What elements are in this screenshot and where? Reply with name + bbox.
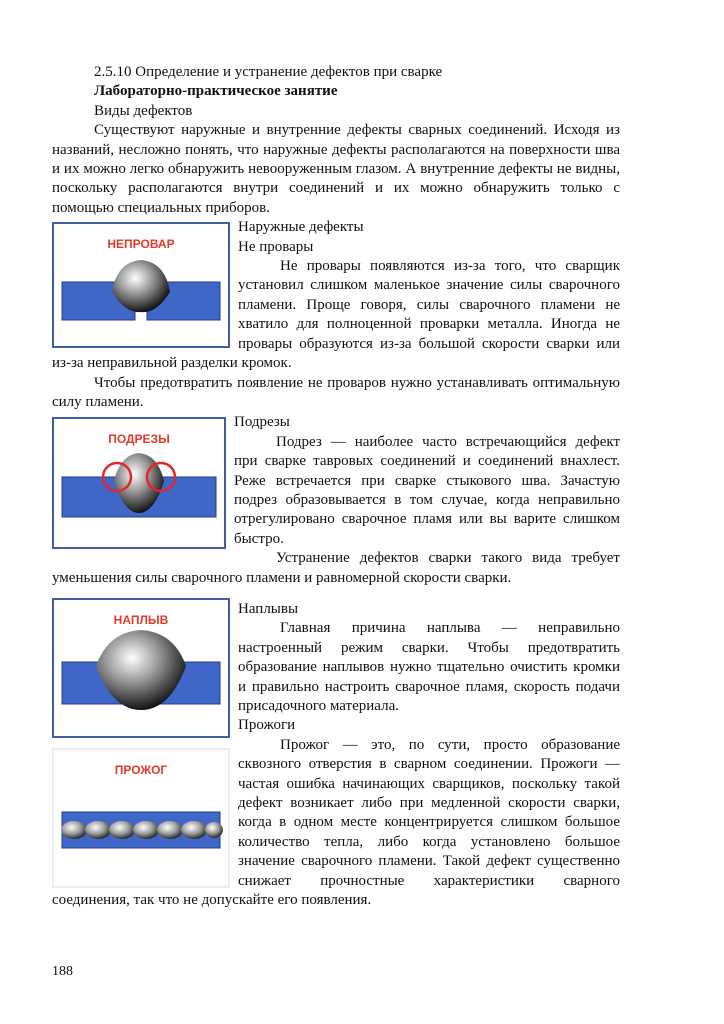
- podrezy-illustration: [52, 417, 226, 549]
- defect-title-neprovar: Не провары: [238, 238, 314, 255]
- section-heading: 2.5.10 Определение и устранение дефектов при сварке: [94, 64, 443, 80]
- defect-text-prozhog: Прожог — это, по сути, просто образование сквозного отверстия в сварном соединении. Прожоги — частая ошибка начинающих сварщиков, поскольку такой дефект возникает либо при медленной скорости сварки, когда в одном месте концентрируется слишком большое количество тепла, либо когда установлено большое значение сварочного пламени. Такой дефект существенно снижает прочностные характеристики сварного соединения, так что не допускайте его появления.: [52, 736, 620, 909]
- defect-title-prozhog: Прожоги: [238, 717, 296, 734]
- podrezy-label: ПОДРЕЗЫ: [108, 432, 170, 447]
- defect-text-naplyv: Главная причина наплыва — неправильно настроенный режим сварки. Чтобы предотвратить образование наплывов нужно тщательно очистить кромки и правильно настроить сварочное пламя, скорость подачи присадочного материала.: [238, 620, 620, 714]
- neprovar-label: НЕПРОВАР: [107, 237, 175, 252]
- intro-paragraph: Существуют наружные и внутренние дефекты сварных соединений. Исходя из названий, несложно понять, что наружные дефекты располагаются на поверхности шва и их можно легко обнаружить невооруженным глазом. А внутренние дефекты не видны, поскольку располагаются внутри соединений и их можно обнаружить только с помощью специальных приборов.: [52, 122, 620, 216]
- defect-title-podrezy: Подрезы: [234, 414, 290, 431]
- neprovar-illustration: [52, 222, 230, 348]
- document-page: [52, 63, 620, 910]
- figure-column-lower: [52, 598, 230, 888]
- prozhog-illustration: [52, 748, 230, 888]
- figure-podrezy: [52, 417, 226, 549]
- naplyv-label: НАПЛЫВ: [113, 612, 169, 627]
- defect-remedy-neprovar: Чтобы предотвратить появление не проваров нужно устанавливать оптимальную силу пламени.: [52, 374, 620, 410]
- defect-remedy-podrezy: Устранение дефектов сварки такого вида требует уменьшения силы сварочного пламени и равномерной скорости сварки.: [52, 550, 620, 586]
- external-heading: Наружные дефекты: [238, 219, 364, 236]
- types-heading: Виды дефектов: [94, 102, 193, 119]
- figure-neprovar: [52, 222, 230, 348]
- page-number: 188: [52, 964, 73, 979]
- naplyv-illustration: [52, 598, 230, 738]
- defect-title-naplyv: Наплывы: [238, 600, 299, 617]
- section-subtitle: Лабораторно-практическое занятие: [94, 83, 338, 100]
- defect-text-neprovar: Не провары появляются из-за того, что сварщик установил слишком маленькое значение силы сварочного пламени. Проще говоря, силы сварочного пламени не хватило для полноценной проварки металла. Иногда не провары образуются из-за большой скорости сварки или из-за неправильной разделки кромок.: [52, 258, 620, 372]
- defect-text-podrezy: Подрез — наиболее часто встречающийся дефект при сварке тавровых соединений и соединений внахлест. Реже встречается при сварке стыкового шва. Зачастую подрез образовывается в том случае, когда неправильно отрегулировано сварочное пламя или вы варите слишком быстро.: [234, 433, 620, 547]
- prozhog-label: ПРОЖОГ: [114, 762, 168, 777]
